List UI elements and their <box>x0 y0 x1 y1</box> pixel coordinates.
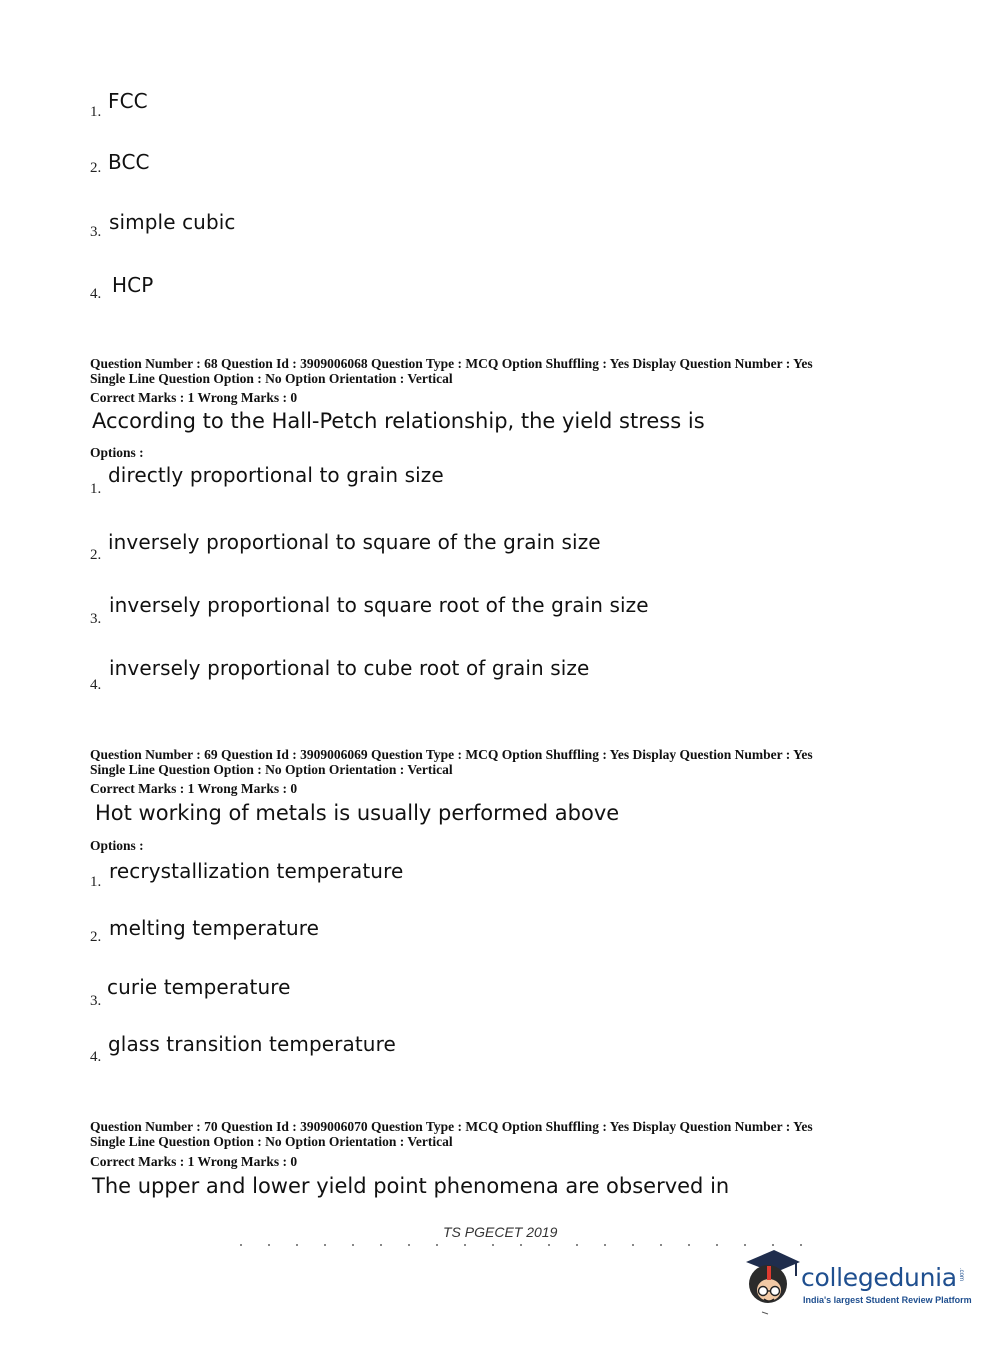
option-number: 3. <box>90 224 102 240</box>
options-label: Options : <box>90 838 144 853</box>
dotted-divider <box>240 1244 820 1246</box>
option-number: 4. <box>90 677 102 693</box>
question-marks: Correct Marks : 1 Wrong Marks : 0 <box>90 390 298 405</box>
question-meta-2: Single Line Question Option : No Option Orientation : Vertical <box>90 371 453 386</box>
question-text: The upper and lower yield point phenomena are observed in <box>92 1174 730 1198</box>
option-number: 4. <box>90 286 102 302</box>
question-text: Hot working of metals is usually performed above <box>95 801 620 825</box>
option-text: BCC <box>108 150 150 174</box>
option-number: 3. <box>90 611 102 627</box>
question-meta: Question Number : 70 Question Id : 3909006070 Question Type : MCQ Option Shuffling : Yes Display Question Number : Yes <box>90 1119 813 1134</box>
option-text: HCP <box>112 273 154 297</box>
option-text: inversely proportional to square root of the grain size <box>109 593 649 617</box>
question-meta: Question Number : 69 Question Id : 3909006069 Question Type : MCQ Option Shuffling : Yes Display Question Number : Yes <box>90 747 813 762</box>
option-text: inversely proportional to square of the grain size <box>108 530 601 554</box>
option-number: 1. <box>90 104 102 120</box>
logo-tagline: India's largest Student Review Platform <box>803 1295 972 1305</box>
option-text: curie temperature <box>107 975 291 999</box>
option-number: 3. <box>90 993 102 1009</box>
question-meta: Question Number : 68 Question Id : 3909006068 Question Type : MCQ Option Shuffling : Yes Display Question Number : Yes <box>90 356 813 371</box>
option-number: 2. <box>90 160 102 176</box>
question-text: According to the Hall-Petch relationship, the yield stress is <box>92 409 705 433</box>
option-text: inversely proportional to cube root of grain size <box>109 656 590 680</box>
options-label: Options : <box>90 445 144 460</box>
option-number: 2. <box>90 929 102 945</box>
question-meta-2: Single Line Question Option : No Option Orientation : Vertical <box>90 762 453 777</box>
option-text: glass transition temperature <box>108 1032 396 1056</box>
option-text: recrystallization temperature <box>109 859 404 883</box>
option-text: simple cubic <box>109 210 236 234</box>
option-text: FCC <box>108 89 148 113</box>
question-marks: Correct Marks : 1 Wrong Marks : 0 <box>90 1154 298 1169</box>
question-marks: Correct Marks : 1 Wrong Marks : 0 <box>90 781 298 796</box>
logo-domain: .com <box>958 1268 964 1282</box>
option-number: 4. <box>90 1049 102 1065</box>
question-meta-2: Single Line Question Option : No Option Orientation : Vertical <box>90 1134 453 1149</box>
option-text: directly proportional to grain size <box>108 463 444 487</box>
option-number: 1. <box>90 874 102 890</box>
mascot-icon <box>740 1246 802 1316</box>
option-number: 2. <box>90 547 102 563</box>
logo-wordmark: collegedunia <box>801 1263 957 1292</box>
exam-footer: TS PGECET 2019 <box>443 1224 558 1240</box>
option-number: 1. <box>90 481 102 497</box>
option-text: melting temperature <box>109 916 320 940</box>
